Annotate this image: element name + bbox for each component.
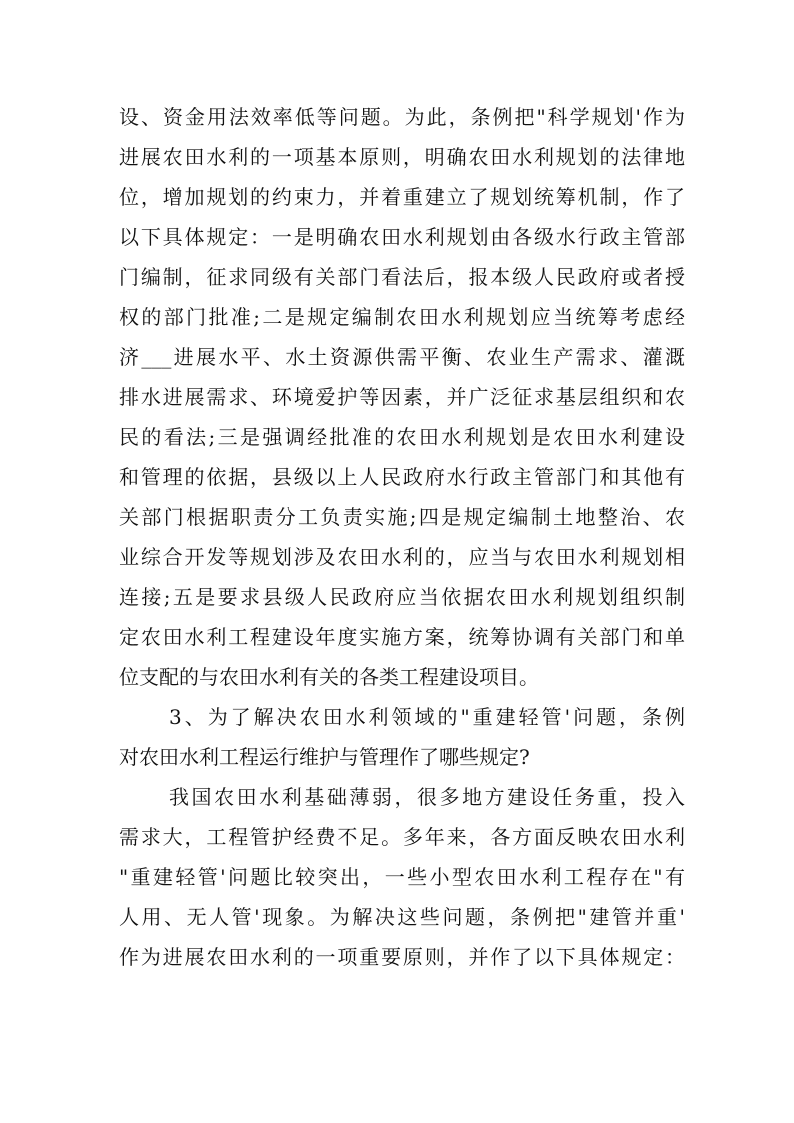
text-line: 位，增加规划的约束力，并着重建立了规划统筹机制，作了: [119, 185, 685, 209]
document-body: [119, 97, 685, 977]
text-line: 设、资金用法效率低等问题。为此，条例把"科学规划'作为: [119, 105, 685, 129]
text-line: 作为进展农田水利的一项重要原则，并作了以下具体规定：: [119, 945, 685, 969]
text-line: 位支配的与农田水利有关的各类工程建设项目。: [119, 665, 539, 689]
question-line: 3、为了解决农田水利领域的"重建轻管'问题，条例: [169, 705, 685, 729]
text-line: 进展农田水利的一项基本原则，明确农田水利规划的法律地: [119, 145, 685, 169]
text-line: 连接;五是要求县级人民政府应当依据农田水利规划组织制: [119, 585, 685, 609]
text-line: 业综合开发等规划涉及农田水利的，应当与农田水利规划相: [119, 545, 685, 569]
text-line: "重建轻管'问题比较突出，一些小型农田水利工程存在"有: [119, 865, 685, 889]
text-line: 门编制，征求同级有关部门看法后，报本级人民政府或者授: [119, 265, 685, 289]
text-line: 权的部门批准;二是规定编制农田水利规划应当统筹考虑经: [119, 305, 685, 329]
question-heading: [119, 697, 685, 777]
question-line: 对农田水利工程运行维护与管理作了哪些规定?: [119, 745, 530, 769]
text-line: 定农田水利工程建设年度实施方案，统筹协调有关部门和单: [119, 625, 685, 649]
text-line: 以下具体规定：一是明确农田水利规划由各级水行政主管部: [119, 225, 685, 249]
paragraph-planning: [119, 97, 685, 697]
paragraph-answer: [119, 777, 685, 977]
text-line: 和管理的依据，县级以上人民政府水行政主管部门和其他有: [119, 465, 685, 489]
text-line: 排水进展需求、环境爱护等因素，并广泛征求基层组织和农: [119, 385, 685, 409]
text-line: 需求大，工程管护经费不足。多年来，各方面反映农田水利: [119, 825, 685, 849]
text-line: 人用、无人管'现象。为解决这些问题，条例把"建管并重': [119, 905, 685, 929]
text-line: 我国农田水利基础薄弱，很多地方建设任务重，投入: [169, 785, 685, 809]
text-line: 济___进展水平、水土资源供需平衡、农业生产需求、灌溉: [119, 345, 685, 369]
text-line: 关部门根据职责分工负责实施;四是规定编制土地整治、农: [119, 505, 685, 529]
text-line: 民的看法;三是强调经批准的农田水利规划是农田水利建设: [119, 425, 685, 449]
